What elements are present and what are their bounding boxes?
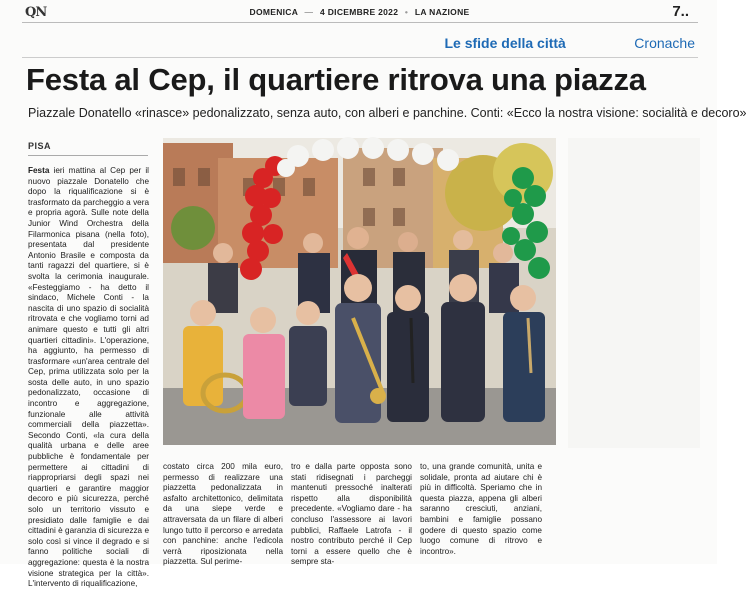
paper-name: LA NAZIONE [414,7,470,17]
section-rule [22,57,698,58]
running-header [22,4,697,22]
column-1-text: ieri mattina al Cep per il nuovo piazzale Donatello che dopo la riqualificazione si è trasformato da parcheggio a vera e propria agorà. Sulle note della Junior Wind Orchestra della Filarmonica pisana (nella foto), presentata dal presidente Antonio Brasile e composta da tanti ragazzi del quartiere, si è svolta la cerimonia inaugurale. «Festeggiamo - ha detto il sindaco, Michele Conti - la nascita di uno spazio di socialità ritrovata e che vogliamo torni ad animare questo e tutti gli altri quartieri cittadini». L'operazione, ha aggiunto, ha permesso di trasformare «un'area centrale del Cep, prima utilizzata solo per la sosta delle auto, in uno spazio pedonalizzato, occasione di incontro e aggregazione, funzionale alle attività commerciali della piazzetta». Secondo Conti, «la cura della qualità urbana e delle aree pubbliche è fondamentale per permettere ai cittadini di riappropriarsi degli spazi nei quartieri e garantire maggior decoro e più sicurezza, perché solo un territorio vissuto e presidiato dalle famiglie e dai cittadini è garanzia di sicurezza e solo così si vince il degrado e si fanno politiche sociali di aggregazione: questa è la nostra visione strategica per la città». L'intervento di riqualificazione, [28,166,149,589]
qn-logo: QN [25,5,47,20]
article-column-3: tro e dalla parte opposta sono stati ridisegnati i parcheggi mantenuti pressoché inalterati rispetto alla disponibilità precedente. «Vogliamo dare - ha concluso l'assessore ai lavori pubblici, Raffaele Latrofa - il nostro contributo perché il Cep torni a essere quello che è sempre sta- [291,462,412,567]
article-column-2: costato circa 200 mila euro, permesso di realizzare una piazzetta pedonalizzata in asfalto architettonico, delimitata da una siepe verde e attraversata da un filare di alberi lungo tutto il percorso e arredata con panchine: anche l'edicola verrà riposizionata nella piazzetta. Sul perime- [163,462,283,567]
page-number-dots: .. [680,3,689,20]
headline: Festa al Cep, il quartiere ritrova una piazza [26,62,646,97]
article-column-1 [28,166,149,589]
lead-word: Festa [28,166,50,175]
date-label: 4 DICEMBRE 2022 [320,7,399,17]
subheadline: Piazzale Donatello «rinasce» pedonalizzato, senza auto, con alberi e panchine. Conti: «Ecco la nostra visione: socialità e decoro» [28,106,747,120]
dateline-separator: • [404,7,409,17]
page-number-value: 7 [672,3,681,20]
section-bar [444,35,695,55]
header-rule [22,22,698,23]
dateline [22,7,697,17]
page-number [672,3,689,20]
article-photo [163,138,556,445]
city-rule [28,155,148,156]
dateline-separator: — [304,7,314,17]
city-dateline: PISA [28,141,52,151]
article-column-4: to, una grande comunità, unita e solidale, pronta ad aiutare chi è più in difficoltà. Speriamo che in questa piazza, appena gli alberi saranno cresciuti, anziani, bambini e famiglie possano godere di questo spazio come luogo comune di ritrovo e incontro». [420,462,542,556]
day-label: DOMENICA [249,7,298,17]
section-title: Le sfide della città [444,35,566,51]
section-category: Cronache [634,35,695,51]
right-column-blank [568,138,700,448]
band-photo-illustration [163,138,556,445]
